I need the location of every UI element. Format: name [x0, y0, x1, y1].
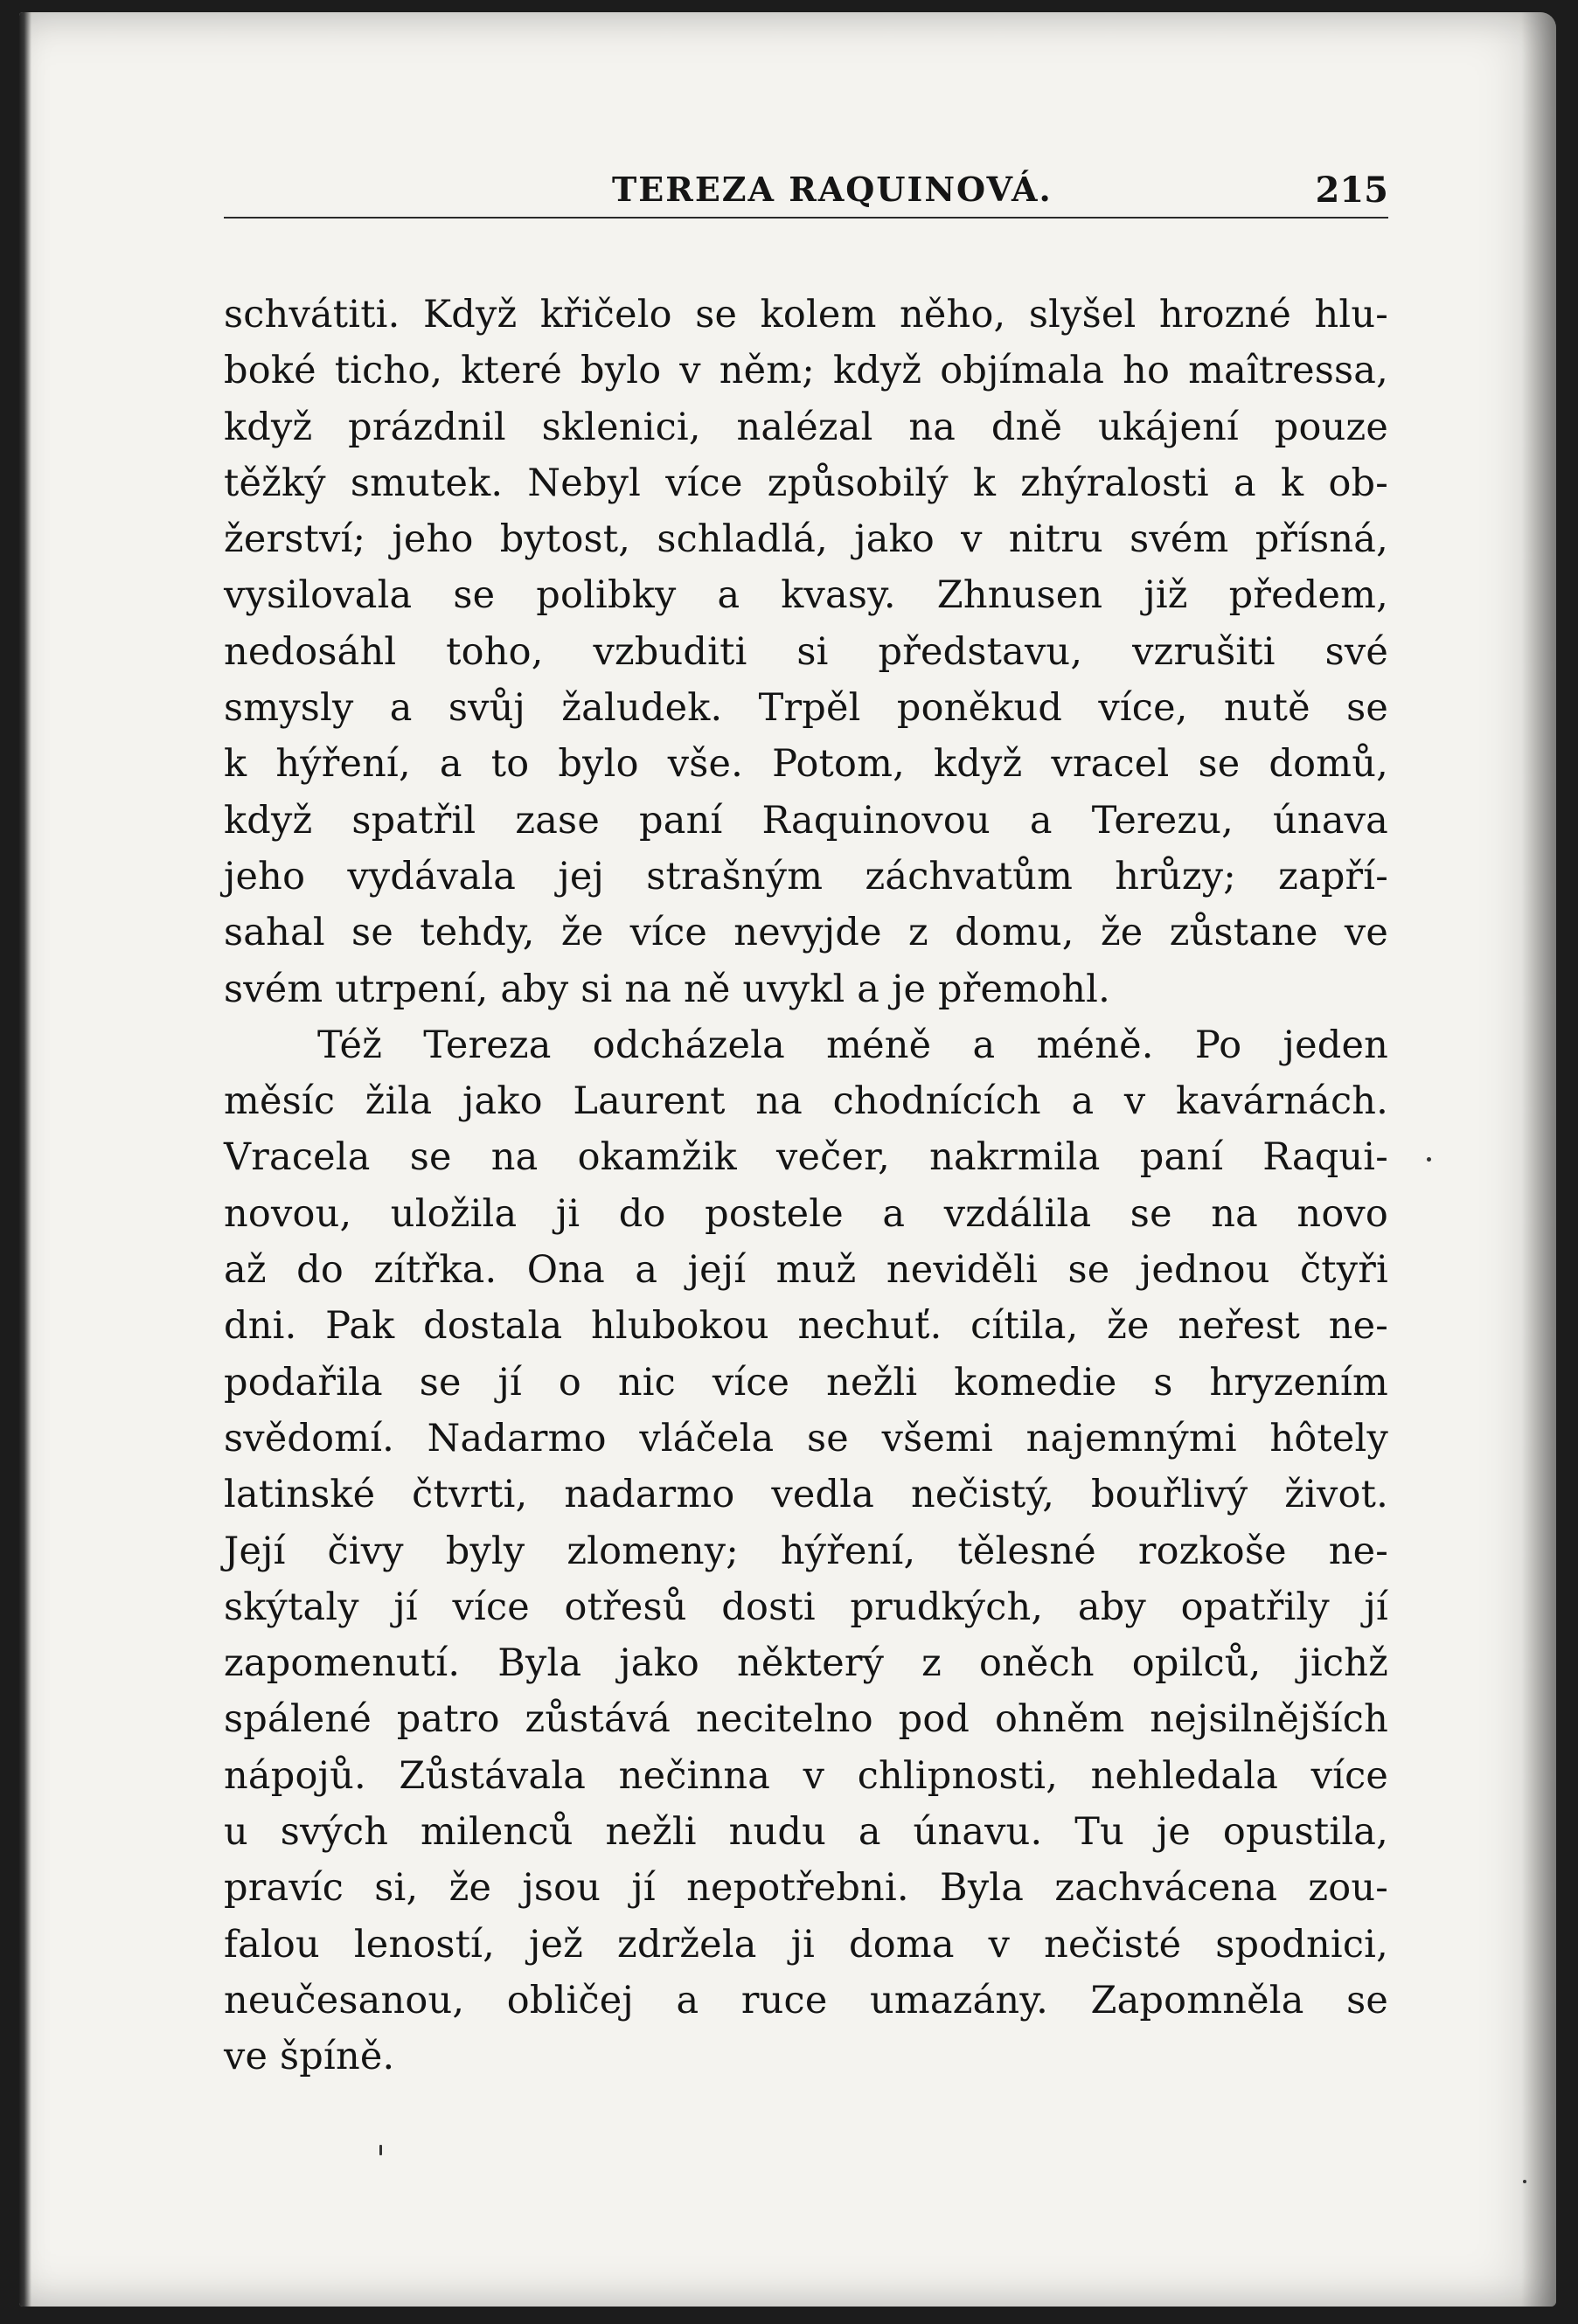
text-line: spálené patro zůstává necitelno pod ohněm nejsilnějších [224, 1697, 1388, 1742]
running-header [224, 166, 1388, 219]
text-line: žerství; jeho bytost, schladlá, jako v nitru svém přísná, [224, 517, 1388, 562]
text-line: nedosáhl toho, vzbuditi si představu, vzrušiti své [224, 629, 1388, 674]
text-line: Její čivy byly zlomeny; hýření, tělesné rozkoše ne- [224, 1529, 1388, 1573]
text-line: zapomenutí. Byla jako některý z oněch opilců, jichž [224, 1641, 1388, 1686]
text-line: schvátiti. Když křičelo se kolem něho, slyšel hrozné hlu- [224, 293, 1388, 336]
text-line: novou, uložila ji do postele a vzdálila se na novo [224, 1191, 1388, 1236]
binding-edge [19, 12, 31, 2307]
scan-speck [379, 2145, 382, 2155]
paragraph-2 [224, 1017, 1388, 2085]
text-line: když prázdnil sklenici, nalézal na dně ukájení pouze [224, 405, 1388, 449]
text-line: sahal se tehdy, že více nevyjde z domu, že zůstane ve [224, 911, 1388, 955]
text-line: když spatřil zase paní Raquinovou a Terezu, únava [224, 798, 1388, 843]
text-line: ve špíně. [224, 2035, 395, 2079]
text-line: jeho vydávala jej strašným záchvatům hrůzy; zapří- [224, 854, 1388, 898]
text-line: pravíc si, že jsou jí nepotřebni. Byla zachvácena zou- [224, 1866, 1388, 1911]
page-edge-shadow [1521, 12, 1556, 2307]
page-number: 215 [1315, 170, 1388, 211]
text-line: dni. Pak dostala hlubokou nechuť. cítila, že neřest ne- [224, 1304, 1388, 1349]
body-text [224, 287, 1388, 2085]
scan-speck [1523, 2180, 1526, 2183]
text-line: skýtaly jí více otřesů dosti prudkých, aby opatřily jí [224, 1585, 1388, 1629]
text-line: nápojů. Zůstávala nečinna v chlipnosti, nehledala více [224, 1753, 1388, 1798]
text-line: svém utrpení, aby si na ně uvykl a je přemohl. [224, 967, 1110, 1011]
text-line: Vracela se na okamžik večer, nakrmila paní Raqui- [224, 1135, 1388, 1180]
text-line: boké ticho, které bylo v něm; když objímala ho maîtressa, [224, 349, 1388, 393]
text-line: vysilovala se polibky a kvasy. Zhnusen již předem, [224, 573, 1388, 618]
text-line: svědomí. Nadarmo vláčela se všemi najemnými hôtely [224, 1416, 1388, 1460]
text-line: smysly a svůj žaludek. Trpěl poněkud více, nutě se [224, 686, 1388, 731]
text-line: těžký smutek. Nebyl více způsobilý k zhýralosti a k ob- [224, 461, 1388, 505]
text-line: měsíc žila jako Laurent na chodnících a v kavárnách. [224, 1079, 1388, 1124]
text-line: u svých milenců nežli nudu a únavu. Tu je opustila, [224, 1810, 1388, 1855]
book-page [19, 12, 1556, 2307]
text-line: falou leností, jež zdržela ji doma v nečisté spodnici, [224, 1922, 1388, 1967]
text-line: k hýření, a to bylo vše. Potom, když vracel se domů, [224, 742, 1388, 787]
scan-speck [1427, 1157, 1431, 1162]
paragraph-1 [224, 287, 1388, 1017]
text-line: Též Tereza odcházela méně a méně. Po jeden [317, 1023, 1388, 1067]
text-line: latinské čtvrti, nadarmo vedla nečistý, bouřlivý život. [224, 1473, 1388, 1517]
text-line: až do zítřka. Ona a její muž neviděli se jednou čtyři [224, 1248, 1388, 1293]
running-title: TEREZA RAQUINOVÁ. [612, 170, 1053, 209]
text-line: neučesanou, obličej a ruce umazány. Zapomněla se [224, 1978, 1388, 2022]
text-line: podařila se jí o nic více nežli komedie s hryzením [224, 1360, 1388, 1405]
